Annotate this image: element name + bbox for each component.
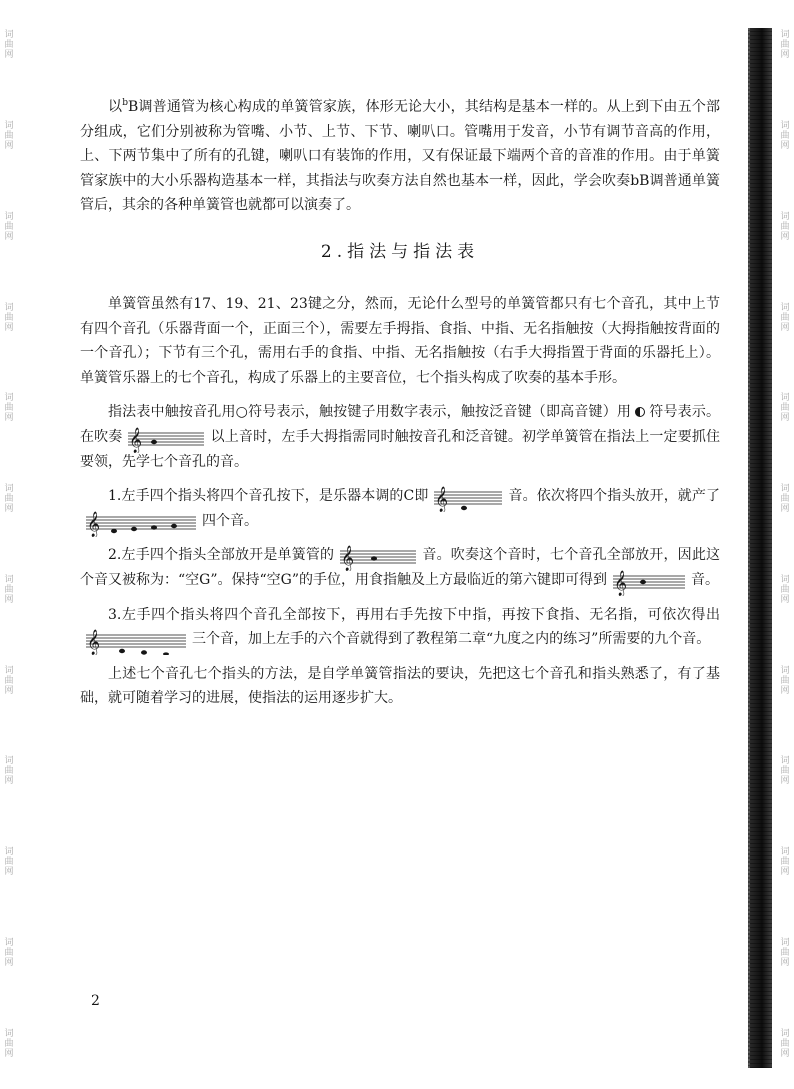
intro-text: B调普通管为核心构成的单簧管家族，体形无论大小，其结构是基本一样的。从上到下由五个部分组成，它们分别被称为管嘴、小节、上节、下节、喇叭口。管嘴用于发音，小节有调节音高的作用，上、下两节集中了所有的孔键，喇叭口有装饰的作用，又有保证最下端两个音的音准的作用。由于单簧管家族中的大小乐器构造基本一样，其指法与吹奏方法自然也基本一样，因此，学会吹奏bB调普通单簧管后，其余的各种单簧管也就都可以演奏了。 [80,99,721,214]
text-run: 四个音。 [202,512,258,529]
watermark: 词 曲 网 [4,937,14,968]
paragraph-fingering-symbols [80,400,720,474]
text-run: 音。依次将四个指头放开，就产了 [508,488,721,505]
watermark: 词 曲 网 [4,574,14,605]
svg-text:𝄞: 𝄞 [435,487,449,513]
svg-text:𝄞: 𝄞 [341,546,355,572]
text-run: 以上音时，左手大拇指需同时触按音孔和泛音键。初学单簧管在指法上一定要抓住要领，先学七个音孔的音。 [80,428,721,470]
paragraph-step-1 [80,484,721,537]
watermark: 词 曲 网 [780,847,790,878]
music-staff-snippet [434,484,502,513]
watermark: 词 曲 网 [780,121,790,152]
watermark: 词 曲 网 [4,1028,14,1059]
watermark: 词 曲 网 [4,756,14,787]
music-staff-snippet [86,627,186,656]
watermark: 词 曲 网 [780,30,790,61]
watermark: 词 曲 网 [780,484,790,515]
watermark: 词 曲 网 [4,211,14,242]
text-run: 音。 [691,571,719,588]
flat-sign: b [122,98,128,108]
watermark: 词 曲 网 [780,393,790,424]
intro-prefix: 以 [108,99,123,115]
svg-text:𝄞: 𝄞 [87,511,101,537]
watermark: 词 曲 网 [780,302,790,333]
watermark: 词 曲 网 [4,30,14,61]
svg-text:𝄞: 𝄞 [87,630,101,656]
music-staff-snippet [613,568,685,596]
right-watermark-strip [778,0,792,1089]
watermark: 词 曲 网 [4,393,14,424]
music-staff-snippet [86,509,196,537]
watermark: 词 曲 网 [4,665,14,696]
page-body [80,91,720,711]
paragraph-step-3 [80,603,720,656]
paragraph-summary: 上述七个音孔七个指头的方法，是自学单簧管指法的要诀，先把这七个音孔和指头熟悉了，有了基础，就可随着学习的进展，使指法的运用逐步扩大。 [80,665,720,707]
watermark: 词 曲 网 [780,665,790,696]
text-run: 1.左手四个指头将四个音孔按下，是乐器本调的C即 [108,488,429,505]
half-filled-circle-icon [635,407,645,417]
scanned-binding-edge [748,28,772,1068]
text-run: 三个音，加上左手的六个音就得到了教程第二章“九度之内的练习”所需要的九个音。 [192,631,711,648]
text-run: 3.左手四个指头将四个音孔全部按下，再用右手先按下中指，再按下食指、无名指，可依次得出 [108,606,720,623]
watermark: 词 曲 网 [4,847,14,878]
text-run: 2.左手四个指头全部放开是单簧管的 [108,547,335,564]
intro-paragraph [80,91,720,218]
watermark: 词 曲 网 [780,756,790,787]
page-number: 2 [91,993,100,1009]
watermark: 词 曲 网 [780,1028,790,1059]
svg-text:𝄞: 𝄞 [129,427,143,453]
paragraph-holes: 单簧管虽然有17、19、21、23键之分，然而，无论什么型号的单簧管都只有七个音孔，其中上节有四个音孔（乐器背面一个，正面三个），需要左手拇指、食指、中指、无名指触按（大拇指触按背面的一个音孔）；下节有三个孔，需用右手的食指、中指、无名指触按（右手大拇指置于背面的乐器托上）。单簧管乐器上的七个音孔，构成了乐器上的主要音位，七个指头构成了吹奏的基本手形。 [80,295,720,386]
watermark: 词 曲 网 [780,211,790,242]
watermark: 词 曲 网 [780,574,790,605]
watermark: 词 曲 网 [780,937,790,968]
watermark: 词 曲 网 [4,302,14,333]
text-run: 指法表中触按音孔用○符号表示，触按键子用数字表示，触按泛音键（即高音键）用 [108,404,632,421]
left-watermark-strip [2,0,16,1089]
watermark: 词 曲 网 [4,484,14,515]
svg-text:𝄞: 𝄞 [614,570,628,596]
watermark: 词 曲 网 [4,121,14,152]
text-run: 音。吹奏这个音时，七个音孔全部放开，因此这个音又被称为：“空G”。保持“空G”的手位，用食指触及上方最临近的第六键即可得到 [80,547,721,588]
music-staff-snippet [340,543,416,572]
music-staff-snippet [128,425,204,453]
text-run: 符号表示。在吹奏 [80,404,721,445]
paragraph-step-2 [80,543,721,596]
section-heading: 2.指法与指法表 [320,241,480,262]
